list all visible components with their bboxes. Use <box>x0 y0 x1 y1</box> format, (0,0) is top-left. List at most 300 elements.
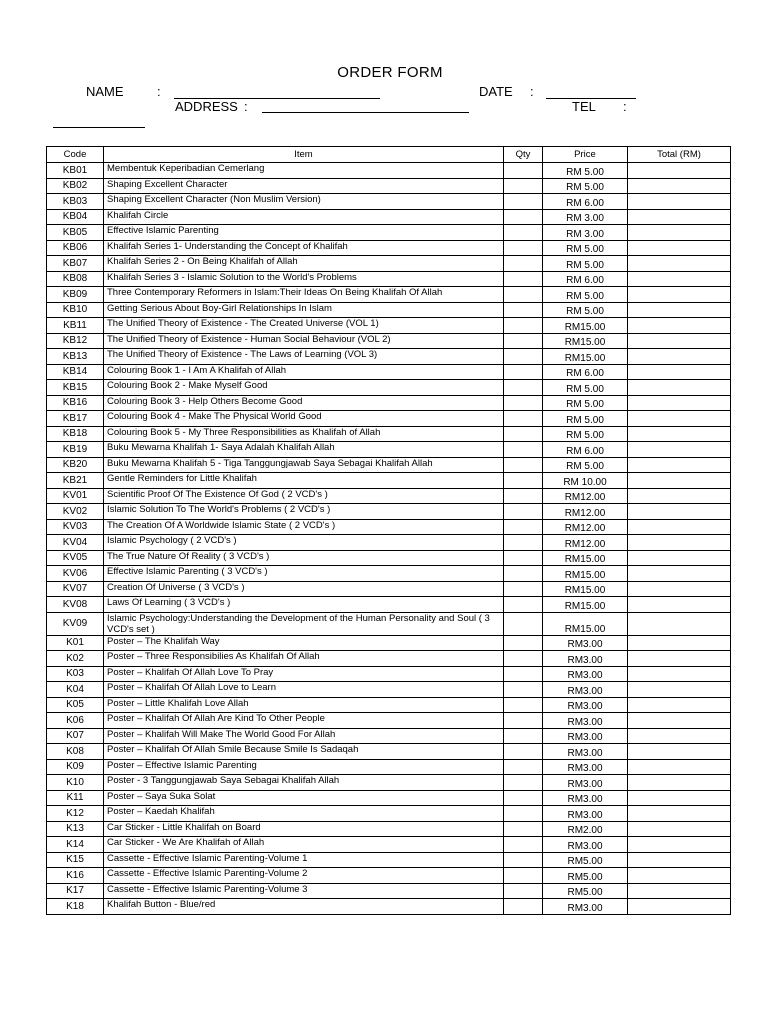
qty-cell[interactable] <box>504 651 543 667</box>
item-code: KV07 <box>47 581 104 597</box>
table-row <box>47 473 731 489</box>
item-price: RM 5.00 <box>543 380 628 396</box>
item-name: The Creation Of A Worldwide Islamic State ( 2 VCD's ) <box>104 519 504 535</box>
total-cell[interactable] <box>628 597 731 613</box>
table-row <box>47 302 731 318</box>
qty-cell[interactable] <box>504 597 543 613</box>
item-price: RM 6.00 <box>543 364 628 380</box>
address-field[interactable] <box>262 112 469 113</box>
qty-cell[interactable] <box>504 868 543 884</box>
qty-cell[interactable] <box>504 535 543 551</box>
item-price: RM3.00 <box>543 899 628 915</box>
table-row <box>47 775 731 791</box>
item-code: K07 <box>47 728 104 744</box>
total-cell[interactable] <box>628 612 731 635</box>
item-code: KB04 <box>47 209 104 225</box>
total-cell[interactable] <box>628 759 731 775</box>
qty-cell[interactable] <box>504 240 543 256</box>
table-row <box>47 713 731 729</box>
item-code: KB16 <box>47 395 104 411</box>
item-code: K16 <box>47 868 104 884</box>
item-name: Colouring Book 4 - Make The Physical World Good <box>104 411 504 427</box>
qty-cell[interactable] <box>504 728 543 744</box>
item-name: Poster – Khalifah Of Allah Are Kind To Other People <box>104 713 504 729</box>
total-cell[interactable] <box>628 225 731 241</box>
total-cell[interactable] <box>628 519 731 535</box>
item-price: RM 5.00 <box>543 302 628 318</box>
item-name: Colouring Book 2 - Make Myself Good <box>104 380 504 396</box>
item-code: K01 <box>47 635 104 651</box>
table-row <box>47 504 731 520</box>
table-row <box>47 597 731 613</box>
total-cell[interactable] <box>628 883 731 899</box>
item-code: K17 <box>47 883 104 899</box>
item-price: RM3.00 <box>543 666 628 682</box>
item-name: Colouring Book 3 - Help Others Become Good <box>104 395 504 411</box>
item-name: Effective Islamic Parenting ( 3 VCD's ) <box>104 566 504 582</box>
item-name: Cassette - Effective Islamic Parenting-Volume 3 <box>104 883 504 899</box>
total-cell[interactable] <box>628 899 731 915</box>
total-cell[interactable] <box>628 349 731 365</box>
item-name: Poster – Little Khalifah Love Allah <box>104 697 504 713</box>
qty-cell[interactable] <box>504 411 543 427</box>
item-price: RM15.00 <box>543 581 628 597</box>
table-row <box>47 535 731 551</box>
address-label: ADDRESS <box>175 99 238 114</box>
qty-cell[interactable] <box>504 473 543 489</box>
item-code: KV06 <box>47 566 104 582</box>
table-row <box>47 883 731 899</box>
table-row <box>47 163 731 179</box>
item-code: KB06 <box>47 240 104 256</box>
table-row <box>47 194 731 210</box>
qty-cell[interactable] <box>504 271 543 287</box>
item-price: RM 5.00 <box>543 457 628 473</box>
item-price: RM5.00 <box>543 868 628 884</box>
item-price: RM5.00 <box>543 883 628 899</box>
item-code: KB17 <box>47 411 104 427</box>
table-row <box>47 380 731 396</box>
total-cell[interactable] <box>628 635 731 651</box>
item-code: KB01 <box>47 163 104 179</box>
item-price: RM3.00 <box>543 651 628 667</box>
item-price: RM 3.00 <box>543 225 628 241</box>
total-cell[interactable] <box>628 395 731 411</box>
table-row <box>47 426 731 442</box>
item-name: Khalifah Button - Blue/red <box>104 899 504 915</box>
qty-cell[interactable] <box>504 806 543 822</box>
date-colon: : <box>530 84 534 99</box>
total-cell[interactable] <box>628 256 731 272</box>
item-price: RM 10.00 <box>543 473 628 489</box>
item-name: Laws Of Learning ( 3 VCD's ) <box>104 597 504 613</box>
item-code: KB12 <box>47 333 104 349</box>
item-price: RM 5.00 <box>543 395 628 411</box>
table-row <box>47 566 731 582</box>
item-name: Poster - 3 Tanggungjawab Saya Sebagai Khalifah Allah <box>104 775 504 791</box>
item-price: RM 6.00 <box>543 271 628 287</box>
qty-cell[interactable] <box>504 883 543 899</box>
table-header-row <box>47 147 731 163</box>
total-cell[interactable] <box>628 581 731 597</box>
item-code: K05 <box>47 697 104 713</box>
item-code: KB09 <box>47 287 104 303</box>
table-row <box>47 635 731 651</box>
qty-cell[interactable] <box>504 713 543 729</box>
item-price: RM12.00 <box>543 535 628 551</box>
item-code: KB11 <box>47 318 104 334</box>
table-row <box>47 852 731 868</box>
qty-cell[interactable] <box>504 225 543 241</box>
item-price: RM12.00 <box>543 504 628 520</box>
table-row <box>47 457 731 473</box>
total-cell[interactable] <box>628 821 731 837</box>
qty-cell[interactable] <box>504 666 543 682</box>
item-name: The Unified Theory of Existence - The Laws of Learning (VOL 3) <box>104 349 504 365</box>
total-cell[interactable] <box>628 194 731 210</box>
item-code: KB02 <box>47 178 104 194</box>
item-name: Islamic Psychology ( 2 VCD's ) <box>104 535 504 551</box>
item-name: Khalifah Series 3 - Islamic Solution to the World's Problems <box>104 271 504 287</box>
item-code: KB14 <box>47 364 104 380</box>
header-item: Item <box>104 147 504 163</box>
item-code: KV09 <box>47 612 104 635</box>
item-name: Buku Mewarna Khalifah 5 - Tiga Tanggungjawab Saya Sebagai Khalifah Allah <box>104 457 504 473</box>
item-code: KB20 <box>47 457 104 473</box>
item-code: K18 <box>47 899 104 915</box>
total-cell[interactable] <box>628 852 731 868</box>
item-code: KB05 <box>47 225 104 241</box>
name-label: NAME <box>86 84 124 99</box>
table-row <box>47 395 731 411</box>
table-row <box>47 271 731 287</box>
item-name: Effective Islamic Parenting <box>104 225 504 241</box>
qty-cell[interactable] <box>504 302 543 318</box>
total-cell[interactable] <box>628 666 731 682</box>
item-price: RM3.00 <box>543 713 628 729</box>
item-price: RM3.00 <box>543 697 628 713</box>
item-price: RM 5.00 <box>543 178 628 194</box>
item-code: KB07 <box>47 256 104 272</box>
item-price: RM 5.00 <box>543 256 628 272</box>
header-code: Code <box>47 147 104 163</box>
item-code: KB21 <box>47 473 104 489</box>
item-name: Cassette - Effective Islamic Parenting-Volume 1 <box>104 852 504 868</box>
item-name: Poster – Three Responsibilies As Khalifah Of Allah <box>104 651 504 667</box>
total-cell[interactable] <box>628 426 731 442</box>
total-cell[interactable] <box>628 240 731 256</box>
qty-cell[interactable] <box>504 635 543 651</box>
item-price: RM 5.00 <box>543 426 628 442</box>
item-code: K11 <box>47 790 104 806</box>
item-price: RM3.00 <box>543 728 628 744</box>
tel-colon: : <box>623 99 627 114</box>
item-code: K14 <box>47 837 104 853</box>
qty-cell[interactable] <box>504 550 543 566</box>
qty-cell[interactable] <box>504 744 543 760</box>
item-price: RM 5.00 <box>543 287 628 303</box>
total-cell[interactable] <box>628 651 731 667</box>
item-name: The True Nature Of Reality ( 3 VCD's ) <box>104 550 504 566</box>
total-cell[interactable] <box>628 488 731 504</box>
table-row <box>47 868 731 884</box>
total-cell[interactable] <box>628 728 731 744</box>
total-cell[interactable] <box>628 380 731 396</box>
item-name: Khalifah Series 2 - On Being Khalifah of Allah <box>104 256 504 272</box>
item-price: RM 5.00 <box>543 163 628 179</box>
item-price: RM3.00 <box>543 775 628 791</box>
item-name: Islamic Solution To The World's Problems ( 2 VCD's ) <box>104 504 504 520</box>
item-name: Membentuk Keperibadian Cemerlang <box>104 163 504 179</box>
item-price: RM 5.00 <box>543 411 628 427</box>
total-cell[interactable] <box>628 364 731 380</box>
order-table <box>46 146 731 915</box>
qty-cell[interactable] <box>504 682 543 698</box>
total-cell[interactable] <box>628 868 731 884</box>
item-code: K03 <box>47 666 104 682</box>
table-row <box>47 209 731 225</box>
total-cell[interactable] <box>628 806 731 822</box>
qty-cell[interactable] <box>504 380 543 396</box>
item-name: The Unified Theory of Existence - Human Social Behaviour (VOL 2) <box>104 333 504 349</box>
total-cell[interactable] <box>628 566 731 582</box>
item-price: RM3.00 <box>543 682 628 698</box>
item-code: K06 <box>47 713 104 729</box>
table-row <box>47 364 731 380</box>
total-cell[interactable] <box>628 473 731 489</box>
qty-cell[interactable] <box>504 852 543 868</box>
table-row <box>47 488 731 504</box>
total-cell[interactable] <box>628 682 731 698</box>
item-price: RM12.00 <box>543 488 628 504</box>
table-row <box>47 519 731 535</box>
tel-label: TEL <box>572 99 596 114</box>
item-price: RM2.00 <box>543 821 628 837</box>
item-name: Islamic Psychology:Understanding the Development of the Human Personality and Soul ( 3 VCD's set ) <box>104 612 504 635</box>
item-code: KB03 <box>47 194 104 210</box>
table-row <box>47 759 731 775</box>
item-price: RM3.00 <box>543 806 628 822</box>
item-name: Three Contemporary Reformers in Islam:Their Ideas On Being Khalifah Of Allah <box>104 287 504 303</box>
item-name: Car Sticker - Little Khalifah on Board <box>104 821 504 837</box>
item-name: Poster – Khalifah Will Make The World Good For Allah <box>104 728 504 744</box>
item-price: RM15.00 <box>543 612 628 635</box>
total-cell[interactable] <box>628 178 731 194</box>
item-name: Poster – Saya Suka Solat <box>104 790 504 806</box>
qty-cell[interactable] <box>504 457 543 473</box>
item-code: K12 <box>47 806 104 822</box>
item-price: RM3.00 <box>543 759 628 775</box>
qty-cell[interactable] <box>504 612 543 635</box>
table-row <box>47 178 731 194</box>
total-cell[interactable] <box>628 535 731 551</box>
item-price: RM15.00 <box>543 597 628 613</box>
table-row <box>47 581 731 597</box>
item-code: K09 <box>47 759 104 775</box>
qty-cell[interactable] <box>504 287 543 303</box>
qty-cell[interactable] <box>504 821 543 837</box>
table-row <box>47 806 731 822</box>
item-name: Poster – Khalifah Of Allah Smile Because Smile Is Sadaqah <box>104 744 504 760</box>
qty-cell[interactable] <box>504 581 543 597</box>
item-name: Poster – Khalifah Of Allah Love to Learn <box>104 682 504 698</box>
table-row <box>47 821 731 837</box>
item-name: Buku Mewarna Khalifah 1- Saya Adalah Khalifah Allah <box>104 442 504 458</box>
total-cell[interactable] <box>628 209 731 225</box>
item-name: Colouring Book 5 - My Three Responsibilities as Khalifah of Allah <box>104 426 504 442</box>
total-cell[interactable] <box>628 744 731 760</box>
qty-cell[interactable] <box>504 759 543 775</box>
qty-cell[interactable] <box>504 318 543 334</box>
table-row <box>47 333 731 349</box>
item-price: RM 5.00 <box>543 240 628 256</box>
qty-cell[interactable] <box>504 899 543 915</box>
total-cell[interactable] <box>628 697 731 713</box>
qty-cell[interactable] <box>504 504 543 520</box>
item-code: KB19 <box>47 442 104 458</box>
qty-cell[interactable] <box>504 697 543 713</box>
item-code: KB10 <box>47 302 104 318</box>
total-cell[interactable] <box>628 457 731 473</box>
total-cell[interactable] <box>628 504 731 520</box>
table-row <box>47 744 731 760</box>
item-price: RM5.00 <box>543 852 628 868</box>
qty-cell[interactable] <box>504 395 543 411</box>
table-row <box>47 318 731 334</box>
total-cell[interactable] <box>628 550 731 566</box>
total-cell[interactable] <box>628 775 731 791</box>
qty-cell[interactable] <box>504 256 543 272</box>
total-cell[interactable] <box>628 163 731 179</box>
item-price: RM 6.00 <box>543 442 628 458</box>
qty-cell[interactable] <box>504 209 543 225</box>
table-row <box>47 612 731 635</box>
table-row <box>47 728 731 744</box>
item-code: KB18 <box>47 426 104 442</box>
qty-cell[interactable] <box>504 178 543 194</box>
item-price: RM15.00 <box>543 550 628 566</box>
qty-cell[interactable] <box>504 426 543 442</box>
total-cell[interactable] <box>628 318 731 334</box>
item-name: The Unified Theory of Existence - The Created Universe (VOL 1) <box>104 318 504 334</box>
qty-cell[interactable] <box>504 566 543 582</box>
item-name: Car Sticker - We Are Khalifah of Allah <box>104 837 504 853</box>
item-name: Poster – Khalifah Of Allah Love To Pray <box>104 666 504 682</box>
qty-cell[interactable] <box>504 488 543 504</box>
item-price: RM15.00 <box>543 333 628 349</box>
item-code: KV04 <box>47 535 104 551</box>
item-name: Khalifah Series 1- Understanding the Concept of Khalifah <box>104 240 504 256</box>
tel-field[interactable] <box>53 127 145 128</box>
qty-cell[interactable] <box>504 837 543 853</box>
total-cell[interactable] <box>628 442 731 458</box>
item-price: RM15.00 <box>543 566 628 582</box>
item-code: K02 <box>47 651 104 667</box>
name-colon: : <box>157 84 161 99</box>
address-colon: : <box>244 99 248 114</box>
total-cell[interactable] <box>628 713 731 729</box>
total-cell[interactable] <box>628 790 731 806</box>
item-name: Gentle Reminders for Little Khalifah <box>104 473 504 489</box>
item-price: RM15.00 <box>543 349 628 365</box>
item-code: KB08 <box>47 271 104 287</box>
item-code: K08 <box>47 744 104 760</box>
header-price: Price <box>543 147 628 163</box>
qty-cell[interactable] <box>504 519 543 535</box>
total-cell[interactable] <box>628 333 731 349</box>
qty-cell[interactable] <box>504 194 543 210</box>
item-price: RM15.00 <box>543 318 628 334</box>
table-row <box>47 651 731 667</box>
item-price: RM3.00 <box>543 790 628 806</box>
item-code: KB13 <box>47 349 104 365</box>
item-name: Shaping Excellent Character (Non Muslim Version) <box>104 194 504 210</box>
item-name: Khalifah Circle <box>104 209 504 225</box>
table-row <box>47 256 731 272</box>
table-row <box>47 837 731 853</box>
item-code: KB15 <box>47 380 104 396</box>
total-cell[interactable] <box>628 837 731 853</box>
item-code: K04 <box>47 682 104 698</box>
qty-cell[interactable] <box>504 163 543 179</box>
item-name: Colouring Book 1 - I Am A Khalifah of Allah <box>104 364 504 380</box>
qty-cell[interactable] <box>504 349 543 365</box>
item-name: Creation Of Universe ( 3 VCD's ) <box>104 581 504 597</box>
table-row <box>47 666 731 682</box>
item-name: Scientific Proof Of The Existence Of God ( 2 VCD's ) <box>104 488 504 504</box>
item-name: Shaping Excellent Character <box>104 178 504 194</box>
item-code: KV02 <box>47 504 104 520</box>
date-label: DATE <box>479 84 513 99</box>
item-code: KV03 <box>47 519 104 535</box>
total-cell[interactable] <box>628 302 731 318</box>
table-row <box>47 442 731 458</box>
qty-cell[interactable] <box>504 775 543 791</box>
table-row <box>47 240 731 256</box>
total-cell[interactable] <box>628 271 731 287</box>
item-code: KV05 <box>47 550 104 566</box>
item-price: RM3.00 <box>543 635 628 651</box>
qty-cell[interactable] <box>504 364 543 380</box>
item-price: RM12.00 <box>543 519 628 535</box>
item-name: Poster – The Khalifah Way <box>104 635 504 651</box>
item-name: Poster – Effective Islamic Parenting <box>104 759 504 775</box>
item-name: Getting Serious About Boy-Girl Relationships In Islam <box>104 302 504 318</box>
total-cell[interactable] <box>628 411 731 427</box>
table-row <box>47 550 731 566</box>
qty-cell[interactable] <box>504 790 543 806</box>
total-cell[interactable] <box>628 287 731 303</box>
header-qty: Qty <box>504 147 543 163</box>
table-row <box>47 682 731 698</box>
table-row <box>47 899 731 915</box>
item-price: RM 6.00 <box>543 194 628 210</box>
qty-cell[interactable] <box>504 333 543 349</box>
item-price: RM3.00 <box>543 837 628 853</box>
item-code: K13 <box>47 821 104 837</box>
qty-cell[interactable] <box>504 442 543 458</box>
table-row <box>47 287 731 303</box>
item-code: KV01 <box>47 488 104 504</box>
form-title: ORDER FORM <box>337 64 443 81</box>
table-row <box>47 411 731 427</box>
item-code: KV08 <box>47 597 104 613</box>
item-price: RM 3.00 <box>543 209 628 225</box>
table-row <box>47 697 731 713</box>
item-code: K15 <box>47 852 104 868</box>
table-row <box>47 349 731 365</box>
header-total: Total (RM) <box>628 147 731 163</box>
